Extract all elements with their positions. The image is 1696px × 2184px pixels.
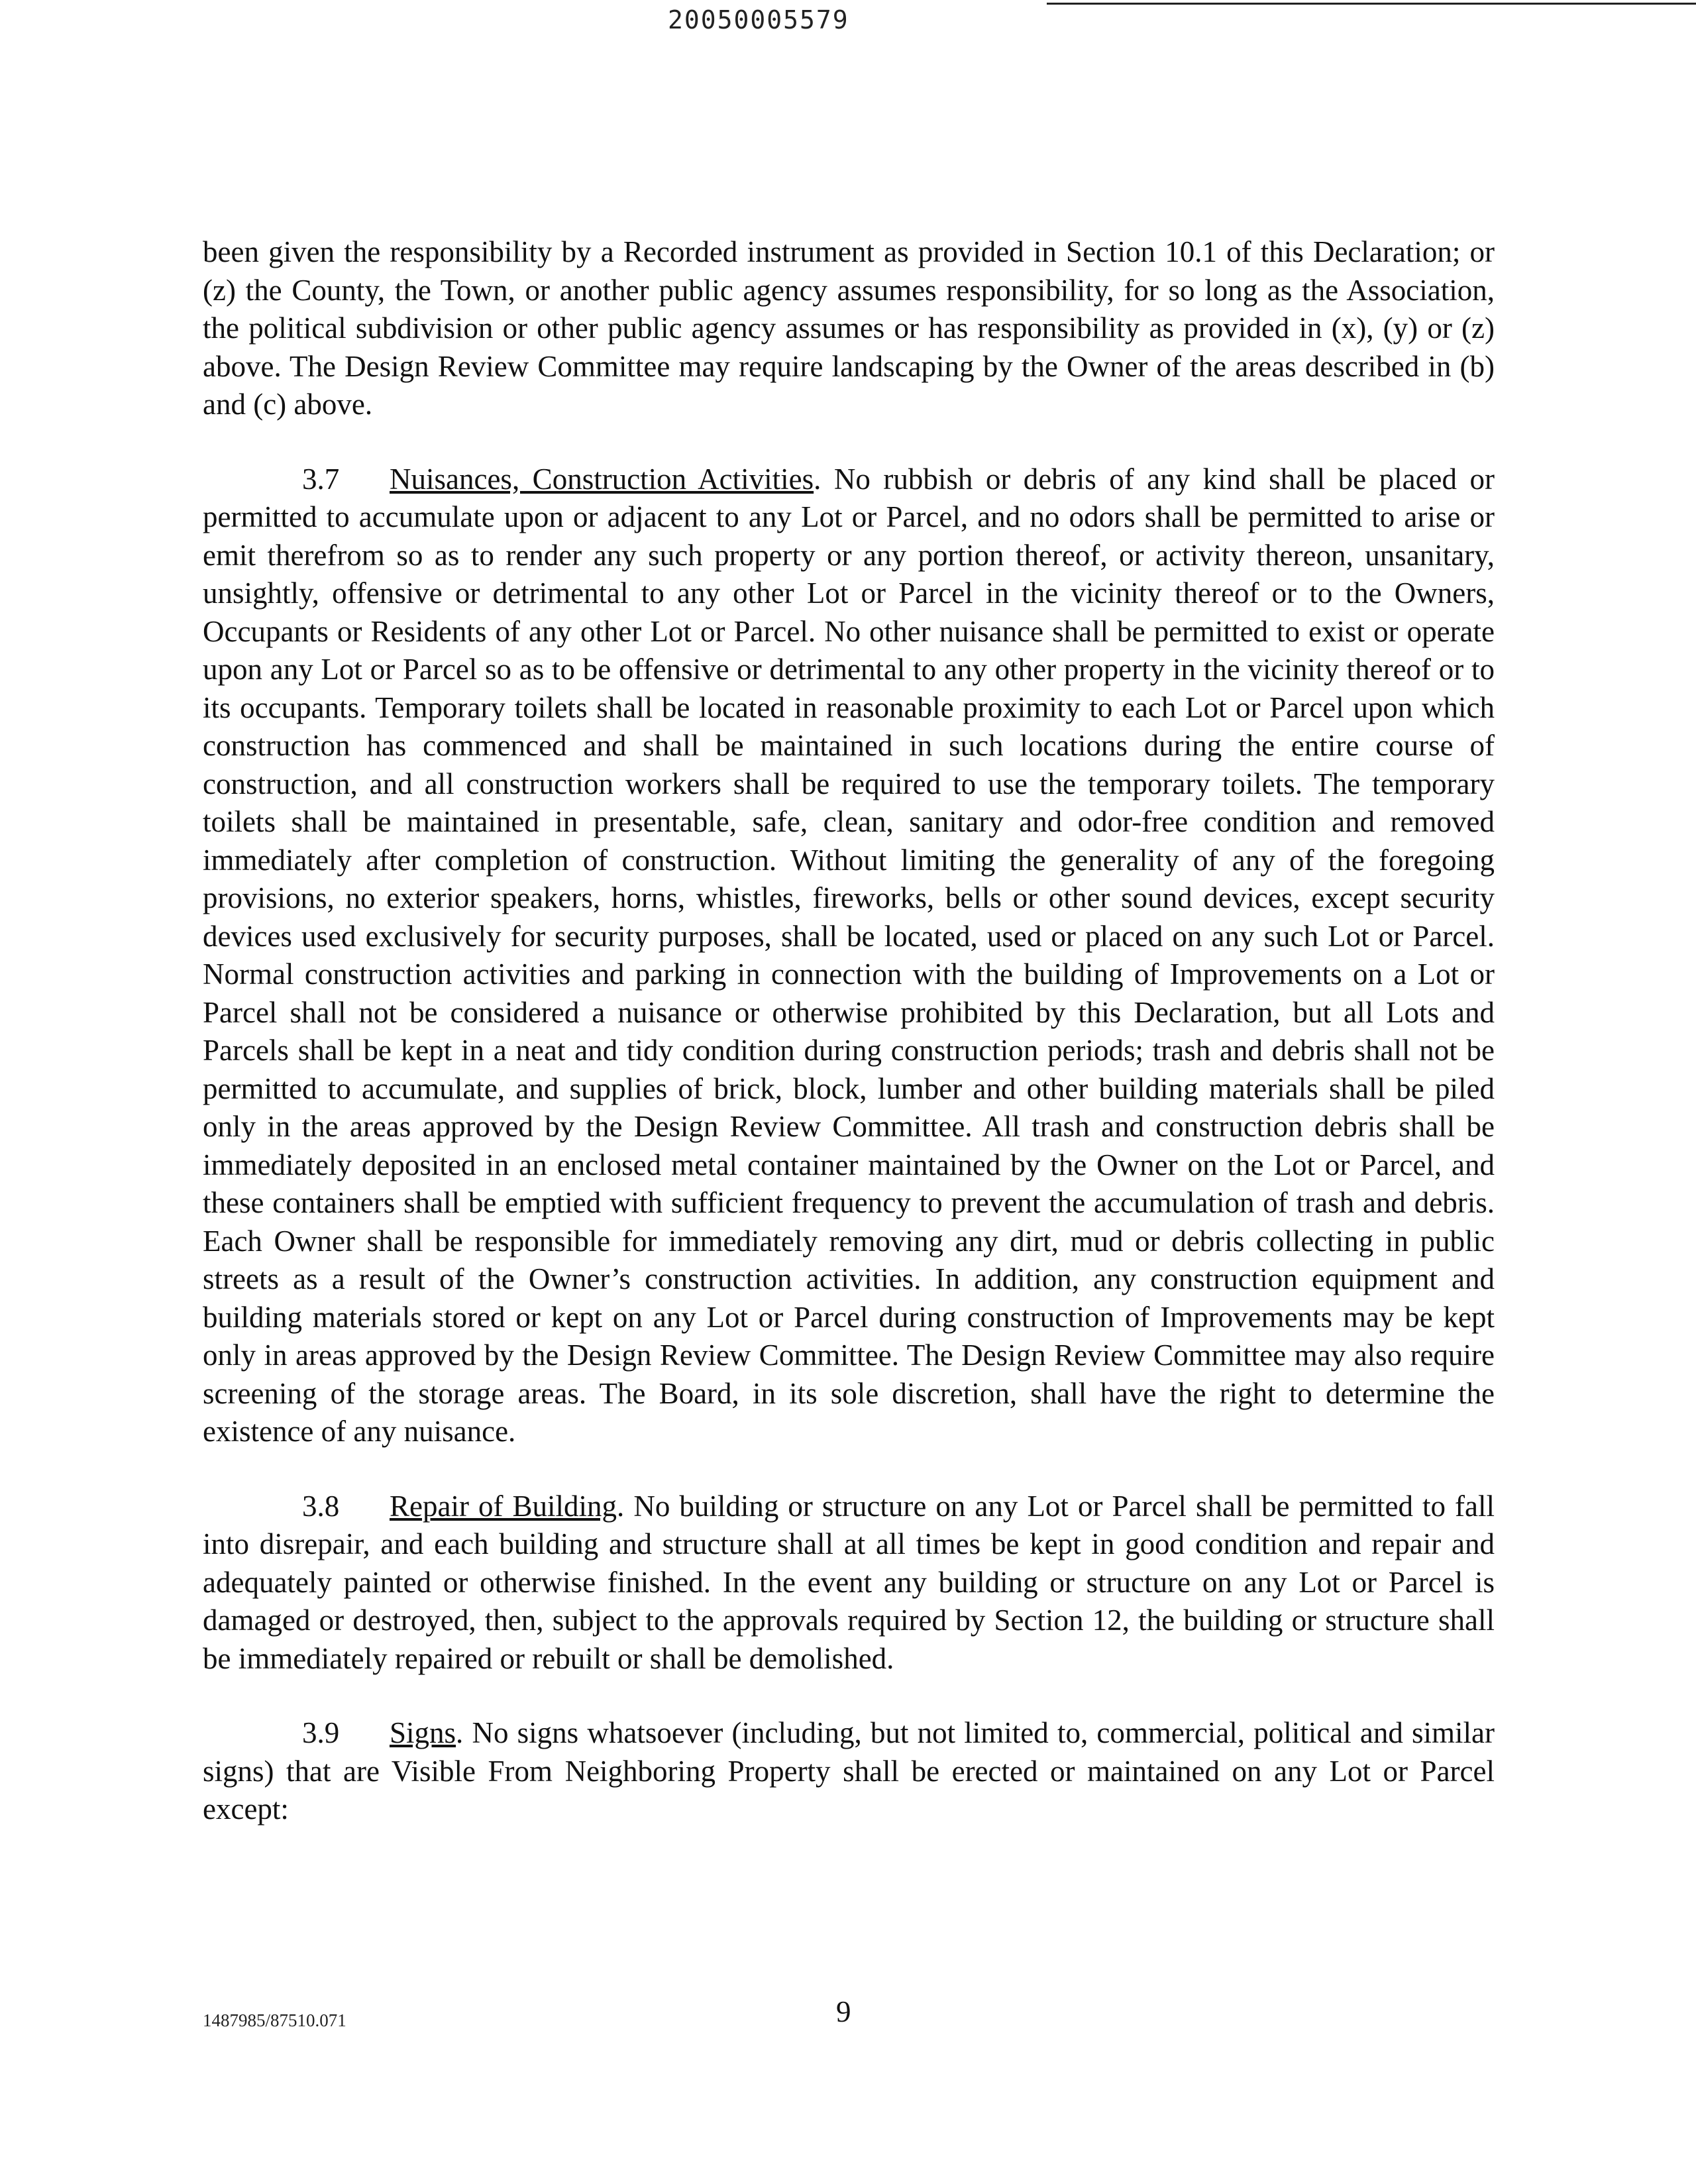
page-number: 9 xyxy=(836,1995,851,2028)
section-title: Repair of Building xyxy=(390,1489,617,1523)
section-text: . No signs whatsoever (including, but not limited to, commercial, political and similar signs) that are Visible From Neighboring Property shall be erected or maintained on any Lot or Parcel except: xyxy=(203,1716,1495,1826)
section-3-7 xyxy=(203,461,1495,1451)
section-text: . No building or structure on any Lot or Parcel shall be permitted to fall into disrepair, and each building and structure shall at all times be kept in good condition and repair and adequately painted or otherwise finished. In the event any building or structure on any Lot or Parcel is damaged or destroyed, then, subject to the approvals required by Section 12, the building or structure shall be immediately repaired or rebuilt or shall be demolished. xyxy=(203,1489,1495,1675)
section-number: 3.9 xyxy=(302,1716,340,1749)
section-title: Signs xyxy=(390,1716,456,1749)
footer-document-id: 1487985/87510.071 xyxy=(203,2010,346,2030)
section-number: 3.8 xyxy=(302,1489,340,1523)
paragraph-intro: been given the responsibility by a Recorded instrument as provided in Section 10.1 of this Declaration; or (z) the County, the Town, or another public agency assumes responsibility, for so long as the Association, the political subdivision or other public agency assumes or has responsibility as provided in (x), (y) or (z) above. The Design Review Committee may require landscaping by the Owner of the areas described in (b) and (c) above. xyxy=(203,235,1495,421)
section-title: Nuisances, Construction Activities xyxy=(390,462,814,496)
header-rule xyxy=(1047,3,1696,5)
recording-number: 20050005579 xyxy=(668,5,849,34)
section-text: . No rubbish or debris of any kind shall be placed or permitted to accumulate upon or adjacent to any Lot or Parcel, and no odors shall be permitted to arise or emit therefrom so as to render any such property or any portion thereof, or activity thereon, unsanitary, unsightly, offensive or detrimental to any other Lot or Parcel in the vicinity thereof or to the Owners, Occupants or Residents of any other Lot or Parcel. No other nuisance shall be permitted to exist or operate upon any Lot or Parcel so as to be offensive or detrimental to any other property in the vicinity thereof or to its occupants. Temporary toilets shall be located in reasonable proximity to each Lot or Parcel upon which construction has commenced and shall be maintained in such locations during the entire course of construction, and all construction workers shall be required to use the temporary toilets. The temporary toilets shall be maintained in presentable, safe, clean, sanitary and odor-free condition and removed immediately after completion of construction. Without limiting the generality of any of the foregoing provisions, no exterior speakers, horns, whistles, fireworks, bells or other sound devices, except security devices used exclusively for security purposes, shall be located, used or placed on any such Lot or Parcel. Normal construction activities and parking in connection with the building of Improvements on a Lot or Parcel shall not be considered a nuisance or otherwise prohibited by this Declaration, but all Lots and Parcels shall be kept in a neat and tidy condition during construction periods; trash and debris shall not be permitted to accumulate, and supplies of brick, block, lumber and other building materials shall be piled only in the areas approved by the Design Review Committee. All trash and construction debris shall be immediately deposited in an enclosed metal container maintained by the Owner on the Lot or Parcel, and these containers shall be emptied with sufficient frequency to prevent the accumulation of trash and debris. Each Owner shall be responsible for immediately removing any dirt, mud or debris collecting in public streets as a result of the Owner’s construction activities. In addition, any construction equipment and building materials stored or kept on any Lot or Parcel during construction of Improvements may be kept only in areas approved by the Design Review Committee. The Design Review Committee may also require screening of the storage areas. The Board, in its sole discretion, shall have the right to determine the existence of any nuisance. xyxy=(203,462,1495,1448)
section-3-8 xyxy=(203,1488,1495,1678)
section-number: 3.7 xyxy=(302,462,340,496)
section-3-9 xyxy=(203,1714,1495,1829)
document-body xyxy=(203,233,1495,1865)
